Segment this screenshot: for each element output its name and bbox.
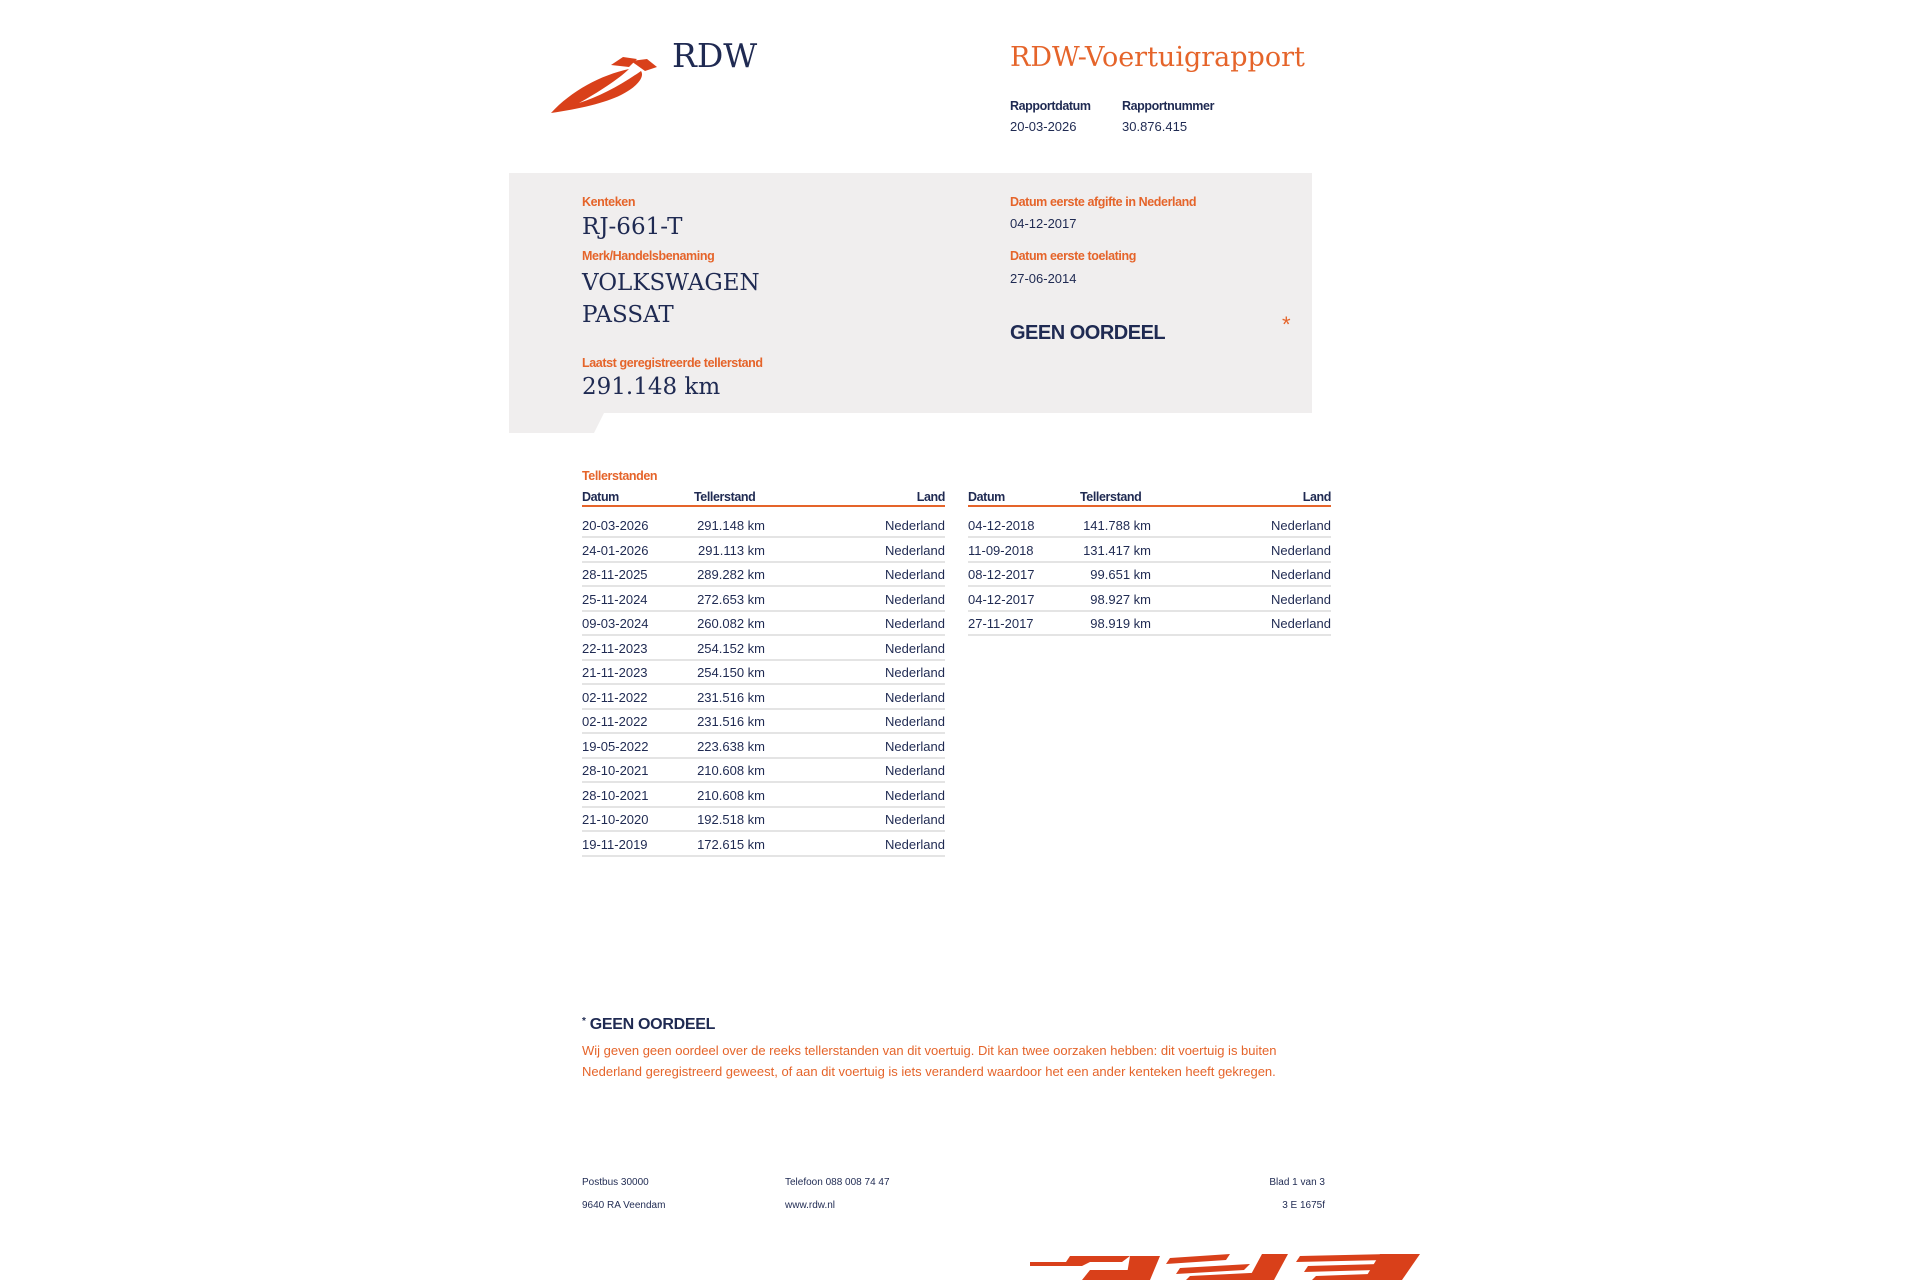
- footer-page: Blad 1 van 3: [1269, 1177, 1325, 1188]
- table-row: [582, 784, 945, 808]
- row-country: Nederland: [885, 518, 945, 533]
- row-country: Nederland: [1271, 591, 1331, 607]
- footer-code: 3 E 1675f: [1282, 1200, 1325, 1211]
- note-marker: *: [582, 1016, 586, 1027]
- row-reading: 99.651 km: [1090, 567, 1151, 582]
- first-nl-value: 04-12-2017: [1010, 216, 1077, 231]
- row-country: Nederland: [885, 714, 945, 729]
- row-reading: 192.518 km: [697, 812, 765, 827]
- table-row: [968, 588, 1331, 612]
- row-date: 28-10-2021: [582, 763, 649, 778]
- row-country: Nederland: [885, 567, 945, 582]
- table-row: [582, 539, 945, 563]
- row-date: 02-11-2022: [582, 714, 648, 729]
- row-date: 04-12-2017: [968, 591, 1035, 607]
- row-reading: 210.608 km: [697, 763, 765, 778]
- table-row: [968, 514, 1331, 538]
- col-country-right: Land: [1302, 490, 1331, 504]
- plate-label: Kenteken: [582, 195, 636, 209]
- footer-address-2: 9640 RA Veendam: [582, 1200, 666, 1211]
- table-row: [582, 686, 945, 710]
- table-row: [582, 735, 945, 759]
- decorative-stripes: [1030, 1248, 1420, 1280]
- table-row: [968, 539, 1331, 563]
- row-country: Nederland: [885, 591, 945, 607]
- verdict-marker: *: [1282, 312, 1291, 337]
- row-reading: 131.417 km: [1083, 542, 1151, 558]
- col-country-left: Land: [916, 490, 945, 504]
- make-value: VOLKSWAGEN: [582, 270, 760, 296]
- row-date: 19-11-2019: [582, 836, 648, 852]
- col-date-right: Datum: [968, 490, 1005, 504]
- odometer-label: Laatst geregistreerde tellerstand: [582, 356, 763, 370]
- make-label: Merk/Handelsbenaming: [582, 249, 715, 263]
- note-heading: [582, 1016, 715, 1034]
- row-country: Nederland: [1271, 542, 1331, 558]
- table-row: [582, 514, 945, 538]
- row-reading: 231.516 km: [697, 714, 765, 729]
- report-number-label: Rapportnummer: [1122, 99, 1215, 113]
- row-reading: 260.082 km: [697, 616, 765, 631]
- note-text: Wij geven geen oordeel over de reeks tellerstanden van dit voertuig. Dit kan twee oorzaken hebben: dit voertuig is buiten Nederland geregistreerd geweest, of aan dit voertuig is iets veranderd waardoor het een ander kenteken heeft gekregen.: [582, 1043, 1277, 1079]
- table-row: [582, 759, 945, 783]
- row-country: Nederland: [885, 616, 945, 631]
- panel-notch: [509, 413, 619, 433]
- table-row: [968, 612, 1331, 636]
- row-date: 25-11-2024: [582, 591, 648, 607]
- footer-phone: Telefoon 088 008 74 47: [785, 1177, 890, 1188]
- table-row: [582, 637, 945, 661]
- row-reading: 172.615 km: [697, 836, 765, 852]
- row-date: 02-11-2022: [582, 689, 648, 705]
- first-admission-value: 27-06-2014: [1010, 271, 1077, 286]
- row-date: 22-11-2023: [582, 640, 648, 656]
- model-value: PASSAT: [582, 302, 674, 328]
- col-date-left: Datum: [582, 490, 619, 504]
- row-reading: 254.150 km: [697, 665, 765, 680]
- row-date: 28-11-2025: [582, 567, 648, 582]
- row-date: 24-01-2026: [582, 542, 649, 558]
- footer-address-1: Postbus 30000: [582, 1177, 649, 1188]
- row-date: 21-11-2023: [582, 665, 648, 680]
- rdw-logo-icon: [549, 55, 661, 115]
- row-date: 27-11-2017: [968, 616, 1034, 631]
- row-date: 21-10-2020: [582, 812, 649, 827]
- table-header-line-right: [968, 505, 1331, 507]
- logo-text: RDW: [672, 36, 758, 75]
- row-reading: 254.152 km: [697, 640, 765, 656]
- row-reading: 291.113 km: [698, 542, 765, 558]
- report-number: 30.876.415: [1122, 119, 1188, 134]
- row-country: Nederland: [885, 812, 945, 827]
- odometer-value: 291.148 km: [582, 374, 721, 400]
- footer-website[interactable]: www.rdw.nl: [785, 1200, 836, 1211]
- row-country: Nederland: [885, 542, 945, 558]
- row-country: Nederland: [885, 787, 945, 803]
- col-reading-left: Tellerstand: [694, 490, 756, 504]
- row-reading: 223.638 km: [697, 738, 765, 754]
- table-row: [968, 563, 1331, 587]
- row-country: Nederland: [885, 836, 945, 852]
- row-reading: 272.653 km: [697, 591, 765, 607]
- row-country: Nederland: [885, 763, 945, 778]
- row-country: Nederland: [885, 738, 945, 754]
- row-date: 19-05-2022: [582, 738, 649, 754]
- row-date: 20-03-2026: [582, 518, 649, 533]
- table-row: [582, 710, 945, 734]
- table-row: [582, 833, 945, 857]
- row-reading: 210.608 km: [697, 787, 765, 803]
- row-reading: 141.788 km: [1083, 518, 1151, 533]
- table-row: [582, 808, 945, 832]
- note-title: GEEN OORDEEL: [589, 1016, 716, 1033]
- row-country: Nederland: [1271, 616, 1331, 631]
- readings-title: Tellerstanden: [582, 469, 658, 483]
- report-title: RDW-Voertuigrapport: [1010, 42, 1305, 73]
- row-country: Nederland: [885, 689, 945, 705]
- row-date: 28-10-2021: [582, 787, 649, 803]
- table-row: [582, 563, 945, 587]
- row-country: Nederland: [885, 640, 945, 656]
- table-row: [582, 661, 945, 685]
- row-date: 11-09-2018: [968, 542, 1034, 558]
- row-country: Nederland: [1271, 518, 1331, 533]
- row-reading: 291.148 km: [697, 518, 765, 533]
- first-nl-label: Datum eerste afgifte in Nederland: [1010, 195, 1197, 209]
- first-admission-label: Datum eerste toelating: [1010, 249, 1136, 263]
- verdict: GEEN OORDEEL: [1010, 322, 1166, 344]
- table-header-line-left: [582, 505, 945, 507]
- row-date: 04-12-2018: [968, 518, 1035, 533]
- row-date: 09-03-2024: [582, 616, 649, 631]
- report-date-label: Rapportdatum: [1010, 99, 1091, 113]
- table-row: [582, 588, 945, 612]
- plate-value: RJ-661-T: [582, 214, 683, 240]
- row-country: Nederland: [1271, 567, 1331, 582]
- row-reading: 289.282 km: [697, 567, 765, 582]
- row-country: Nederland: [885, 665, 945, 680]
- col-reading-right: Tellerstand: [1080, 490, 1142, 504]
- table-row: [582, 612, 945, 636]
- row-date: 08-12-2017: [968, 567, 1035, 582]
- row-reading: 231.516 km: [697, 689, 765, 705]
- row-reading: 98.927 km: [1090, 591, 1151, 607]
- row-reading: 98.919 km: [1090, 616, 1151, 631]
- report-date: 20-03-2026: [1010, 119, 1077, 134]
